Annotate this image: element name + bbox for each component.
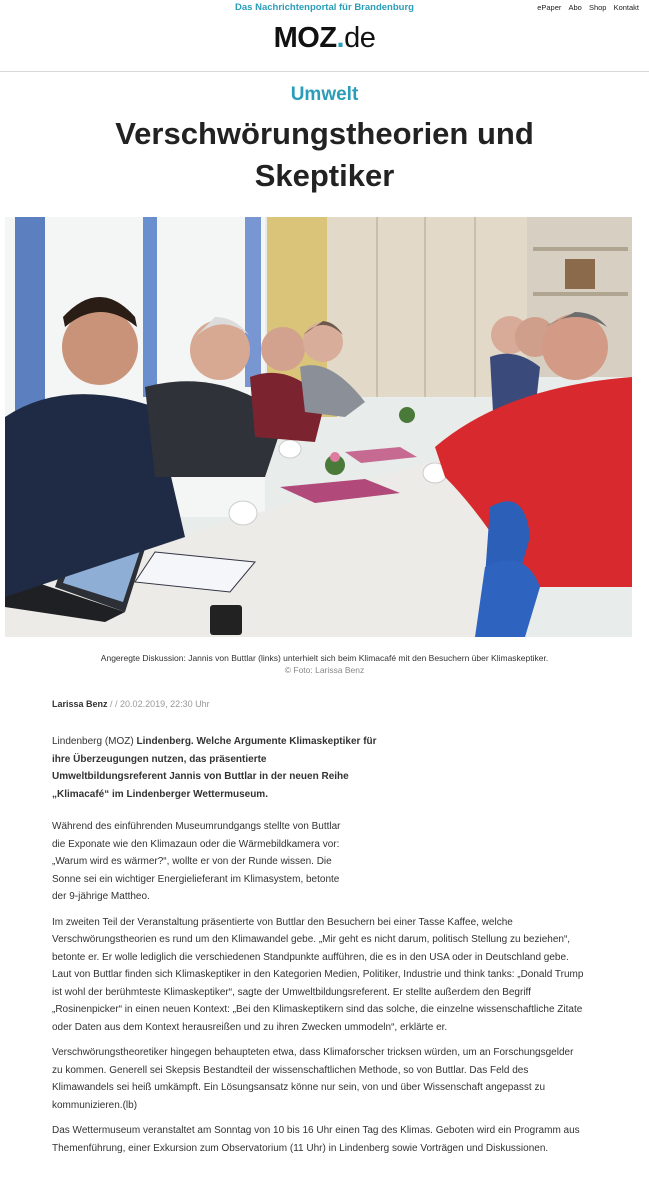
nav-epaper[interactable]: ePaper bbox=[537, 3, 562, 12]
nav-kontakt[interactable]: Kontakt bbox=[613, 3, 639, 12]
article-photo[interactable] bbox=[5, 217, 632, 637]
photo-credit: © Foto: Larissa Benz bbox=[284, 665, 365, 675]
nav-shop[interactable]: Shop bbox=[588, 3, 607, 12]
logo-dot: . bbox=[336, 22, 345, 54]
byline bbox=[52, 699, 210, 709]
site-tagline: Das Nachrichtenportal für Brandenburg bbox=[235, 2, 414, 13]
byline-separator: / / bbox=[107, 699, 121, 709]
publish-date: 20.02.2019, 22:30 Uhr bbox=[120, 699, 210, 709]
article-paragraph: Im zweiten Teil der Veranstaltung präsentierte von Buttlar den Besuchern bei einer Tasse Kaffee, welche Verschwörungstheorien es rund um den Klimawandel gebe. „Mir geht es nicht darum, politisch Stellung zu beziehen“, betonte er. Er wolle lediglich die verschiedenen Standpunkte aufführen, die es in den USA oder in Deutschland gebe. Laut von Buttlar finden sich Klimaskeptiker in den Kategorien Medien, Politiker, Industrie und think tanks: „Donald Trump ist wohl der berühmteste Klimaskeptiker“, sagte der Umweltbildungsreferent. Er stellte außerdem den Begriff „Rosinenpicker“ in einen neuen Kontext: „Bei den Klimaskeptikern sind das solche, die einzelne wissenschaftliche Zitate oder Daten aus dem Kontext herausreißen und zu ihren Zwecken ummodeln“, erklärte er. bbox=[52, 916, 584, 1033]
caption-text: Angeregte Diskussion: Jannis von Buttlar (links) unterhielt sich beim Klimacafé mit den Besuchern über Klimaskeptiker. bbox=[100, 653, 549, 663]
article-headline: Verschwörungstheorien und Skeptiker bbox=[115, 116, 534, 193]
site-header bbox=[0, 0, 649, 72]
lead-location: Lindenberg (MOZ) bbox=[52, 736, 137, 747]
article-body bbox=[52, 733, 584, 1165]
site-logo[interactable] bbox=[0, 22, 649, 55]
top-nav bbox=[532, 3, 639, 12]
article-paragraph: Verschwörungstheoretiker hingegen behaupteten etwa, dass Klimaforscher tricksen würden, um an Forschungsgelder zu kommen. Generell sei Skepsis Bestandteil der wissenschaftlichen Methode, so von Buttlar. Das Feld des Klimawandels sei heiß umkämpft. Ein Lösungsansatz könne nur sein, von und über Wissenschaft angepasst zu kommunizieren.(lb) bbox=[52, 1047, 574, 1111]
article-paragraph: Während des einführenden Museumrundgangs stellte von Buttlar die Exponate wie den Klimazaun oder die Wärmebildkamera vor: „Warum wird es wärmer?“, wollte er von der Runde wissen. Die Sonne sei ein wichtiger Energielieferant im Klimasystem, betonte der 9-jährige Mattheo. bbox=[52, 821, 341, 902]
author-name[interactable]: Larissa Benz bbox=[52, 699, 108, 709]
article-lead bbox=[52, 733, 377, 803]
logo-main: MOZ bbox=[273, 22, 337, 54]
photo-caption bbox=[0, 652, 649, 676]
lead-text: Lindenberg. Welche Argumente Klimaskeptiker für ihre Überzeugungen nutzen, das präsentierte Umweltbildungsreferent Jannis von Buttlar in der neuen Reihe „Klimacafé“ im Lindenberger Wettermuseum. bbox=[52, 736, 377, 800]
logo-tld: de bbox=[344, 22, 376, 54]
article-paragraph: Das Wettermuseum veranstaltet am Sonntag von 10 bis 16 Uhr einen Tag des Klimas. Geboten wird ein Programm aus Themenführung, einer Exkursion zum Observatorium (11 Uhr) in Lindenberg sowie Vorträgen und Diskussionen. bbox=[52, 1125, 580, 1154]
photo-illustration bbox=[5, 217, 632, 637]
nav-abo[interactable]: Abo bbox=[568, 3, 582, 12]
article-category[interactable]: Umwelt bbox=[290, 84, 359, 105]
